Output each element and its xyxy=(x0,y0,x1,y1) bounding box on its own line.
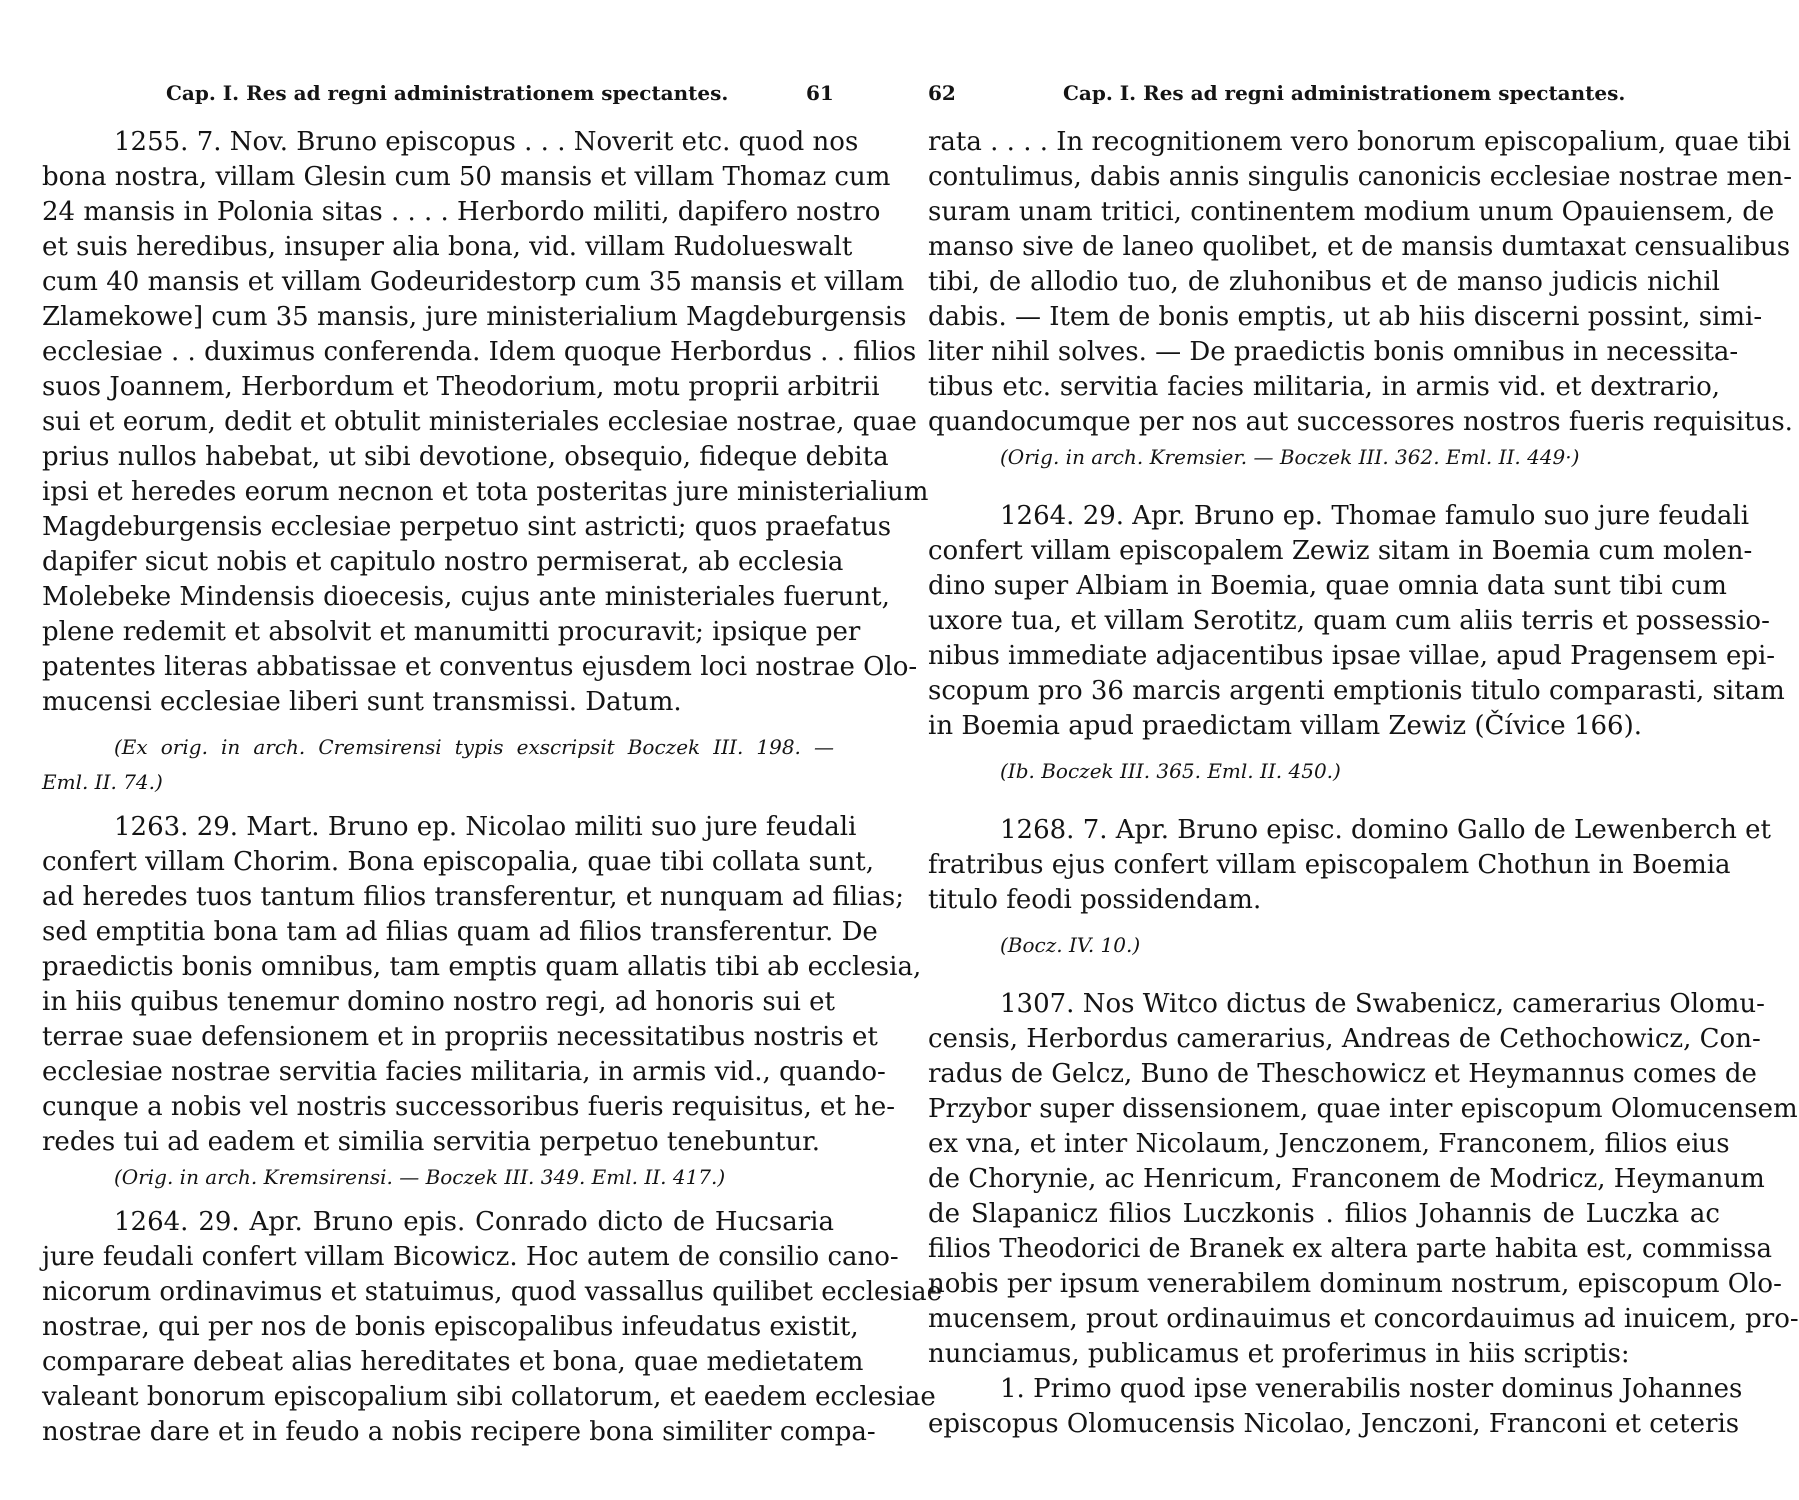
text-line: de Chorynie, ac Henricum, Franconem de Modricz, Heymanum xyxy=(928,1164,1765,1194)
text-line: rata . . . . In recognitionem vero bonorum episcopalium, quae tibi xyxy=(928,127,1791,157)
text-line: episcopus Olomucensis Nicolao, Jenczoni, Franconi et ceteris xyxy=(928,1409,1740,1439)
text-line: prius nullos habebat, ut sibi devotione, obsequio, fideque debita xyxy=(42,442,889,472)
text-line: sed emptitia bona tam ad filias quam ad filios transferentur. De xyxy=(42,917,878,947)
running-head xyxy=(928,78,1720,108)
text-line: nostrae, qui per nos de bonis episcopalibus infeudatus existit, xyxy=(42,1312,859,1342)
text-line: ad heredes tuos tantum filios transferentur, et nunquam ad filias; xyxy=(42,882,904,912)
text-line: mucensi ecclesiae liberi sunt transmissi. Datum. xyxy=(42,687,682,717)
citation-line: (Orig. in arch. Kremsirensi. — Boczek III. 349. Eml. II. 417.) xyxy=(114,1165,726,1189)
text-line: 1307. Nos Witco dictus de Swabenicz, camerarius Olomu- xyxy=(1000,989,1765,1019)
text-line: fratribus ejus confert villam episcopalem Chothun in Boemia xyxy=(928,850,1731,880)
text-line: in hiis quibus tenemur domino nostro regi, ad honoris sui et xyxy=(42,987,835,1017)
text-line: 1263. 29. Mart. Bruno ep. Nicolao militi suo jure feudali xyxy=(114,812,857,842)
text-line: ex vna, et inter Nicolaum, Jenczonem, Franconem, filios eius xyxy=(928,1129,1730,1159)
text-line: praedictis bonis omnibus, tam emptis quam allatis tibi ab ecclesia, xyxy=(42,952,922,982)
citation-line: Eml. II. 74.) xyxy=(42,770,163,794)
text-line: confert villam episcopalem Zewiz sitam in Boemia cum molen- xyxy=(928,536,1753,566)
text-line: sui et eorum, dedit et obtulit ministeriales ecclesiae nostrae, quae xyxy=(42,407,917,437)
running-head xyxy=(42,78,834,108)
text-line: Magdeburgensis ecclesiae perpetuo sint astricti; quos praefatus xyxy=(42,512,892,542)
text-line: suos Joannem, Herbordum et Theodorium, motu proprii arbitrii xyxy=(42,372,880,402)
text-line: cum 40 mansis et villam Godeuridestorp cum 35 mansis et villam xyxy=(42,267,905,297)
text-block xyxy=(42,125,942,1450)
text-line: dino super Albiam in Boemia, quae omnia data sunt tibi cum xyxy=(928,571,1727,601)
citation-line: (Bocz. IV. 10.) xyxy=(1000,933,1141,957)
text-line: comparare debeat alias hereditates et bona, quae medietatem xyxy=(42,1347,864,1377)
text-line: de Slapanicz filios Luczkonis . filios Johannis de Luczka ac xyxy=(928,1199,1720,1229)
text-line: filios Theodorici de Branek ex altera parte habita est, commissa xyxy=(928,1234,1773,1264)
text-line: valeant bonorum episcopalium sibi collatorum, et eaedem ecclesiae xyxy=(42,1382,936,1412)
text-line: in Boemia apud praedictam villam Zewiz (Čívice 166). xyxy=(928,711,1642,741)
text-line: 24 mansis in Polonia sitas . . . . Herbordo militi, dapifero nostro xyxy=(42,197,881,227)
text-line: censis, Herbordus camerarius, Andreas de Cethochowicz, Con- xyxy=(928,1024,1761,1054)
text-line: 1264. 29. Apr. Bruno epis. Conrado dicto de Hucsaria xyxy=(114,1207,834,1237)
text-line: uxore tua, et villam Serotitz, quam cum aliis terris et possessio- xyxy=(928,606,1770,636)
text-line: dapifer sicut nobis et capitulo nostro permiserat, ab ecclesia xyxy=(42,547,844,577)
text-line: nicorum ordinavimus et statuimus, quod vassallus quilibet ecclesiae xyxy=(42,1277,942,1307)
text-line: contulimus, dabis annis singulis canonicis ecclesiae nostrae men- xyxy=(928,162,1793,192)
text-line: dabis. — Item de bonis emptis, ut ab hiis discerni possint, simi- xyxy=(928,302,1763,332)
text-line: bona nostra, villam Glesin cum 50 mansis et villam Thomaz cum xyxy=(42,162,891,192)
text-line: scopum pro 36 marcis argenti emptionis titulo comparasti, sitam xyxy=(928,676,1785,706)
text-line: 1. Primo quod ipse venerabilis noster dominus Johannes xyxy=(1000,1374,1743,1404)
text-line: radus de Gelcz, Buno de Theschowicz et Heymannus comes de xyxy=(928,1059,1757,1089)
text-line: Molebeke Mindensis dioecesis, cujus ante ministeriales fuerunt, xyxy=(42,582,890,612)
running-title: Cap. I. Res ad regni administrationem spectantes. xyxy=(166,81,729,105)
text-line: Zlamekowe] cum 35 mansis, jure ministerialium Magdeburgensis xyxy=(42,302,907,332)
text-line: confert villam Chorim. Bona episcopalia, quae tibi collata sunt, xyxy=(42,847,874,877)
text-line: titulo feodi possidendam. xyxy=(928,885,1262,915)
citation-line: (Ib. Boczek III. 365. Eml. II. 450.) xyxy=(1000,759,1341,783)
text-line: Przybor super dissensionem, quae inter episcopum Olomucensem xyxy=(928,1094,1798,1124)
text-line: patentes literas abbatissae et conventus ejusdem loci nostrae Olo- xyxy=(42,652,918,682)
text-line: tibi, de allodio tuo, de zluhonibus et de manso judicis nichil xyxy=(928,267,1720,297)
text-line: ipsi et heredes eorum necnon et tota posteritas jure ministerialium xyxy=(42,477,929,507)
text-line: 1264. 29. Apr. Bruno ep. Thomae famulo suo jure feudali xyxy=(1000,501,1750,531)
text-line: plene redemit et absolvit et manumitti procuravit; ipsique per xyxy=(42,617,861,647)
text-line: 1268. 7. Apr. Bruno episc. domino Gallo de Lewenberch et xyxy=(1000,815,1771,845)
text-line: quandocumque per nos aut successores nostros fueris requisitus. xyxy=(928,407,1793,437)
text-line: manso sive de laneo quolibet, et de mansis dumtaxat censualibus xyxy=(928,232,1791,262)
text-line: 1255. 7. Nov. Bruno episcopus . . . Noverit etc. quod nos xyxy=(114,127,859,157)
text-line: terrae suae defensionem et in propriis necessitatibus nostris et xyxy=(42,1022,878,1052)
text-line: tibus etc. servitia facies militaria, in armis vid. et dextrario, xyxy=(928,372,1720,402)
citation-line: (Ex orig. in arch. Cremsirensi typis exscripsit Boczek III. 198. — xyxy=(114,735,834,759)
running-title: Cap. I. Res ad regni administrationem spectantes. xyxy=(1063,81,1626,105)
text-block xyxy=(928,125,1799,1442)
text-line: redes tui ad eadem et similia servitia perpetuo tenebuntur. xyxy=(42,1127,821,1157)
text-line: suram unam tritici, continentem modium unum Opauiensem, de xyxy=(928,197,1775,227)
text-line: nostrae dare et in feudo a nobis recipere bona similiter compa- xyxy=(42,1417,876,1447)
text-line: ecclesiae . . duximus conferenda. Idem quoque Herbordus . . filios xyxy=(42,337,917,367)
page-number: 61 xyxy=(806,81,834,105)
text-line: nobis per ipsum venerabilem dominum nostrum, episcopum Olo- xyxy=(928,1269,1782,1299)
text-line: ecclesiae nostrae servitia facies militaria, in armis vid., quando- xyxy=(42,1057,886,1087)
text-line: nunciamus, publicamus et proferimus in hiis scriptis: xyxy=(928,1339,1630,1369)
text-line: jure feudali confert villam Bicowicz. Hoc autem de consilio cano- xyxy=(42,1242,899,1272)
text-line: cunque a nobis vel nostris successoribus fueris requisitus, et he- xyxy=(42,1092,896,1122)
text-line: et suis heredibus, insuper alia bona, vid. villam Rudolueswalt xyxy=(42,232,853,262)
text-line: liter nihil solves. — De praedictis bonis omnibus in necessita- xyxy=(928,337,1739,367)
page-number: 62 xyxy=(928,81,956,105)
citation-line: (Orig. in arch. Kremsier. — Boczek III. 362. Eml. II. 449·) xyxy=(1000,445,1580,469)
text-line: mucensem, prout ordinauimus et concordauimus ad inuicem, pro- xyxy=(928,1304,1799,1334)
text-line: nibus immediate adjacentibus ipsae villae, apud Pragensem epi- xyxy=(928,641,1776,671)
